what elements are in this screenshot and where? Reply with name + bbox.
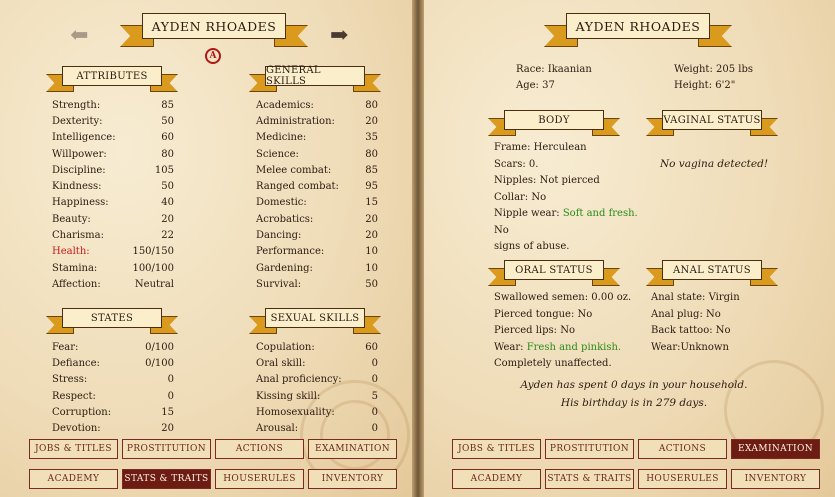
stat-row: [52, 260, 174, 276]
stat-value: 15: [161, 406, 174, 418]
stat-value: 0: [167, 374, 174, 386]
vaginal-status-heading: VAGINAL STATUS: [662, 110, 762, 130]
stat-label: Fear:: [52, 341, 79, 353]
sexual-skills-list: [256, 339, 378, 437]
sexual-skills-banner: [265, 308, 365, 334]
stat-label: Dancing:: [256, 230, 302, 242]
general-skills-list: [256, 97, 378, 293]
stat-label: Dexterity:: [52, 115, 103, 127]
vaginal-status-banner: [662, 110, 762, 136]
stat-row: [52, 372, 174, 388]
nav-prostitution-button[interactable]: PROSTITUTION: [122, 439, 211, 459]
stat-value: Neutral: [134, 278, 174, 290]
left-page: [0, 0, 412, 497]
nav-houserules-button[interactable]: HOUSERULES: [638, 469, 727, 489]
stat-row: [52, 113, 174, 129]
right-page: [424, 0, 835, 497]
nav-examination-button[interactable]: EXAMINATION: [731, 439, 820, 459]
character-name-banner: [566, 13, 710, 49]
stat-value: 20: [161, 423, 174, 435]
vaginal-status-text: No vagina detected!: [659, 158, 769, 170]
arrow-left-icon[interactable]: ⬅: [70, 23, 89, 48]
stat-row: [52, 195, 174, 211]
stat-value: 95: [365, 181, 378, 193]
attributes-heading: ATTRIBUTES: [62, 66, 162, 86]
body-info: Frame: Herculean Scars: 0. Nipples: Not pierced Collar: No Nipple wear: Soft and fresh. No signs of abuse.: [494, 142, 638, 252]
stat-label: Corruption:: [52, 406, 112, 418]
stat-value: 60: [161, 132, 174, 144]
stat-row: [256, 195, 378, 211]
stat-value: 20: [365, 115, 378, 127]
stat-value: 0: [371, 357, 378, 369]
stat-label: Beauty:: [52, 213, 91, 225]
stat-row: [256, 97, 378, 113]
stat-label: Affection:: [52, 278, 101, 290]
general-skills-banner: [265, 66, 365, 92]
stat-label: Science:: [256, 148, 299, 160]
nav-actions-button[interactable]: ACTIONS: [215, 439, 304, 459]
stat-label: Strength:: [52, 99, 101, 111]
stat-value: 85: [161, 99, 174, 111]
stat-label: Discipline:: [52, 164, 106, 176]
stat-row: [256, 260, 378, 276]
stat-value: 50: [365, 278, 378, 290]
stat-value: 0: [371, 406, 378, 418]
stat-row: [52, 146, 174, 162]
age-line: Age: 37: [516, 80, 555, 91]
stat-row: [256, 211, 378, 227]
stat-row: [52, 339, 174, 355]
stat-label: Ranged combat:: [256, 181, 339, 193]
stat-value: 50: [161, 115, 174, 127]
anal-status-heading: ANAL STATUS: [662, 260, 762, 280]
stat-value: 20: [365, 213, 378, 225]
stat-row: [52, 388, 174, 404]
stat-row: [256, 388, 378, 404]
stat-value: 35: [365, 132, 378, 144]
oral-status-heading: ORAL STATUS: [504, 260, 604, 280]
anal-status-info: Anal state: Virgin Anal plug: No Back tattoo: No Wear:Unknown: [651, 292, 740, 353]
character-name: AYDEN RHOADES: [566, 13, 710, 39]
stat-row: [52, 355, 174, 371]
nav-stats-traits-button[interactable]: STATS & TRAITS: [122, 469, 211, 489]
stat-label: Gardening:: [256, 262, 313, 274]
stat-row: [256, 244, 378, 260]
stat-label: Respect:: [52, 390, 96, 402]
nav-houserules-button[interactable]: HOUSERULES: [215, 469, 304, 489]
race-line: Race: Ikaanian: [516, 64, 592, 75]
character-name: AYDEN RHOADES: [142, 13, 286, 39]
stat-row: [52, 178, 174, 194]
nav-examination-button[interactable]: EXAMINATION: [308, 439, 397, 459]
states-banner: [62, 308, 162, 334]
stat-row: [256, 130, 378, 146]
stat-label: Health:: [52, 246, 90, 258]
stat-value: 15: [365, 197, 378, 209]
stat-value: 0/100: [145, 341, 174, 353]
stat-row: [256, 227, 378, 243]
nav-actions-button[interactable]: ACTIONS: [638, 439, 727, 459]
stat-row: [52, 162, 174, 178]
stat-label: Stamina:: [52, 262, 98, 274]
stat-value: 80: [365, 99, 378, 111]
stat-value: 50: [161, 181, 174, 193]
stat-row: [256, 420, 378, 436]
stat-value: 10: [365, 262, 378, 274]
nav-academy-button[interactable]: ACADEMY: [29, 469, 118, 489]
stat-value: 40: [161, 197, 174, 209]
stat-label: Administration:: [256, 115, 335, 127]
stat-value: 80: [161, 148, 174, 160]
weight-line: Weight: 205 lbs: [674, 64, 753, 75]
stat-label: Survival:: [256, 278, 302, 290]
oral-status-banner: [504, 260, 604, 286]
stat-row: [256, 178, 378, 194]
stat-value: 150/150: [132, 246, 174, 258]
stat-value: 0: [167, 390, 174, 402]
stat-row: [256, 276, 378, 292]
stat-label: Kindness:: [52, 181, 102, 193]
refresh-icon[interactable]: A: [205, 48, 221, 64]
stat-value: 5: [371, 390, 378, 402]
stat-row: [52, 97, 174, 113]
stat-row: [256, 339, 378, 355]
nav-academy-button[interactable]: ACADEMY: [452, 469, 541, 489]
states-list: [52, 339, 174, 437]
stat-label: Oral skill:: [256, 357, 306, 369]
stat-row: [256, 113, 378, 129]
anal-status-banner: [662, 260, 762, 286]
birthday-text: His birthday is in 279 days.: [560, 397, 708, 409]
stat-row: [52, 130, 174, 146]
nav-prostitution-button[interactable]: PROSTITUTION: [545, 439, 634, 459]
stat-row: [52, 227, 174, 243]
stat-label: Stress:: [52, 374, 88, 386]
attributes-list: [52, 97, 174, 293]
stat-value: 10: [365, 246, 378, 258]
nav-jobs-titles-button[interactable]: JOBS & TITLES: [452, 439, 541, 459]
stat-row: [256, 355, 378, 371]
nav-jobs-titles-button[interactable]: JOBS & TITLES: [29, 439, 118, 459]
stat-value: 60: [365, 341, 378, 353]
stat-label: Arousal:: [256, 423, 299, 435]
stat-label: Charisma:: [52, 230, 104, 242]
character-name-banner: [142, 13, 286, 49]
stat-value: 100/100: [132, 262, 174, 274]
stat-row: [52, 420, 174, 436]
stat-value: 0: [371, 374, 378, 386]
stat-value: 22: [161, 230, 174, 242]
nav-inventory-button[interactable]: INVENTORY: [731, 469, 820, 489]
stat-row: [256, 404, 378, 420]
stat-label: Defiance:: [52, 357, 100, 369]
stat-label: Copulation:: [256, 341, 315, 353]
stat-value: 20: [161, 213, 174, 225]
stat-label: Performance:: [256, 246, 325, 258]
general-skills-heading: GENERAL SKILLS: [265, 66, 365, 86]
arrow-right-icon[interactable]: ➡: [330, 23, 349, 48]
stat-label: Homosexuality:: [256, 406, 335, 418]
stat-row: [52, 244, 174, 260]
stat-value: 0/100: [145, 357, 174, 369]
stat-label: Happiness:: [52, 197, 109, 209]
body-banner: [504, 110, 604, 136]
stat-label: Medicine:: [256, 132, 307, 144]
stat-row: [52, 404, 174, 420]
stat-value: 0: [371, 423, 378, 435]
stat-label: Willpower:: [52, 148, 107, 160]
stat-value: 85: [365, 164, 378, 176]
stat-row: [256, 372, 378, 388]
stat-label: Kissing skill:: [256, 390, 321, 402]
nav-inventory-button[interactable]: INVENTORY: [308, 469, 397, 489]
stat-row: [256, 146, 378, 162]
height-line: Height: 6'2": [674, 80, 736, 91]
household-days-text: Ayden has spent 0 days in your household.: [520, 379, 748, 391]
stat-label: Devotion:: [52, 423, 101, 435]
stat-value: 105: [154, 164, 174, 176]
stat-label: Anal proficiency:: [256, 374, 342, 386]
attributes-banner: [62, 66, 162, 92]
stat-label: Academics:: [256, 99, 314, 111]
stat-value: 20: [365, 230, 378, 242]
sexual-skills-heading: SEXUAL SKILLS: [265, 308, 365, 328]
states-heading: STATES: [62, 308, 162, 328]
stat-row: [256, 162, 378, 178]
book-spine: [412, 0, 424, 497]
oral-status-info: Swallowed semen: 0.00 oz. Pierced tongue: No Pierced lips: No Wear: Fresh and pinkish. Completely unaffected.: [494, 292, 632, 369]
body-heading: BODY: [504, 110, 604, 130]
stat-row: [52, 276, 174, 292]
stat-label: Melee combat:: [256, 164, 332, 176]
stat-value: 80: [365, 148, 378, 160]
stat-label: Intelligence:: [52, 132, 116, 144]
stat-label: Domestic:: [256, 197, 307, 209]
nav-stats-traits-button[interactable]: STATS & TRAITS: [545, 469, 634, 489]
stat-row: [52, 211, 174, 227]
stat-label: Acrobatics:: [256, 213, 314, 225]
